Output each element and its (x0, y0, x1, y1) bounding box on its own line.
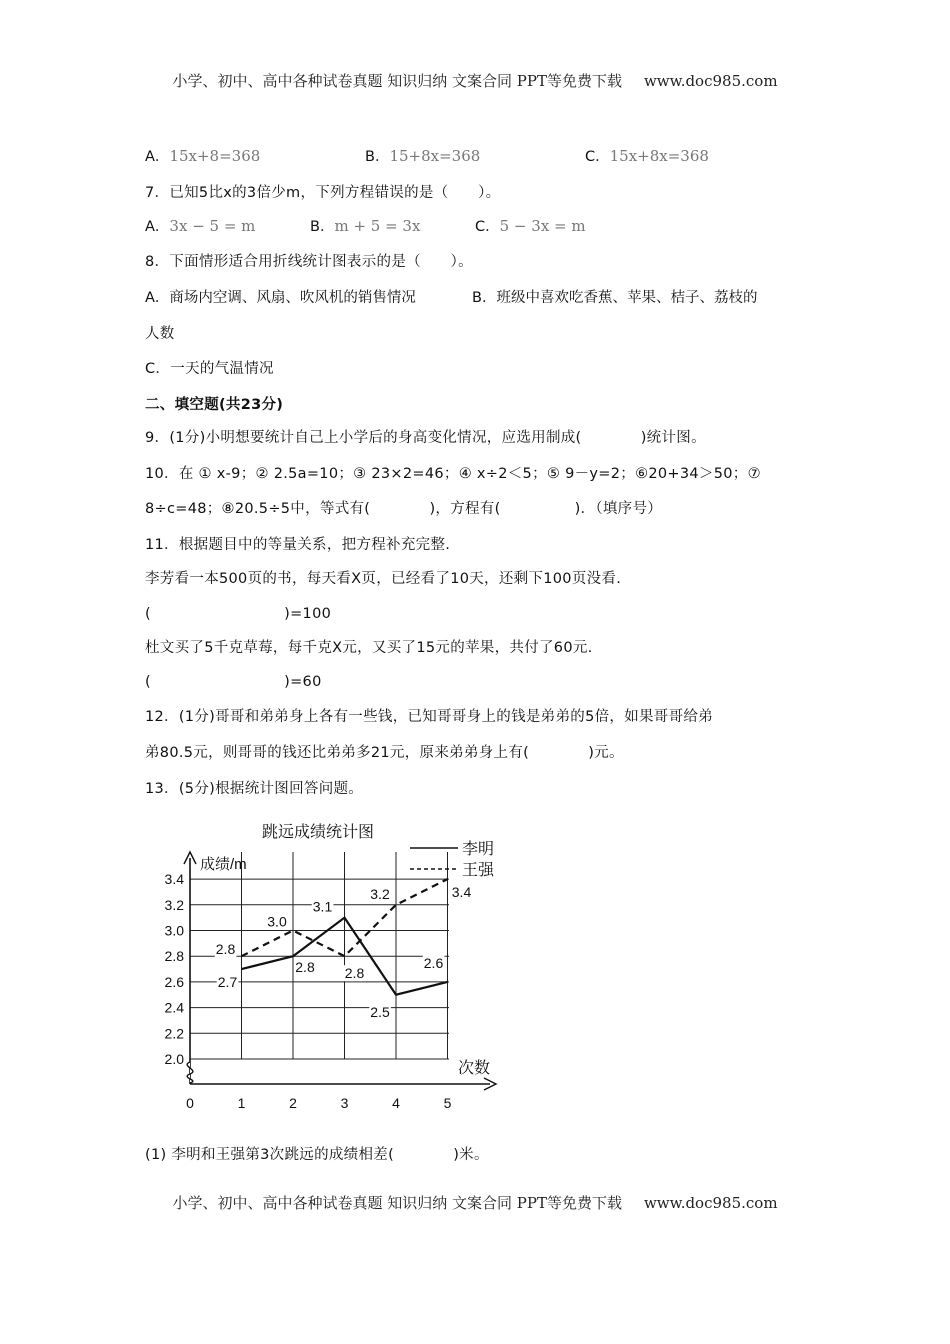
data-label: 2.8 (295, 959, 315, 976)
data-label: 2.8 (215, 941, 236, 958)
option-label: B． (365, 149, 390, 165)
x-axis-label: 次数 (458, 1060, 491, 1077)
y-axis-label: 成绩/m (200, 856, 247, 873)
chart-title: 跳远成绩统计图 (261, 824, 375, 841)
option-expr: m + 5 = 3x (334, 217, 421, 235)
option-label: B． (310, 219, 335, 235)
page-footer (0, 1192, 950, 1213)
x-tick-label: 0 (186, 1095, 194, 1111)
y-tick-label: 2.2 (164, 1025, 184, 1042)
x-tick-label: 3 (340, 1095, 349, 1111)
data-label: 3.2 (370, 885, 390, 902)
y-tick-label: 2.0 (164, 1051, 184, 1067)
y-tick-label: 2.6 (164, 973, 184, 990)
q12-line1: 12．(1分)哥哥和弟弟身上各有一些钱，已知哥哥身上的钱是弟弟的5倍，如果哥哥给弟 (145, 709, 714, 725)
option-expr: 15x+8=368 (169, 147, 261, 165)
q11-stem: 11．根据题目中的等量关系，把方程补充完整. (145, 537, 451, 553)
y-tick-label: 2.8 (164, 948, 184, 965)
x-tick-label: 2 (289, 1095, 297, 1111)
header-site: www.doc985.com (643, 72, 778, 90)
legend-label: 王强 (462, 862, 495, 879)
option-expr: 5 − 3x = m (499, 217, 586, 235)
footer-site: www.doc985.com (643, 1194, 778, 1212)
q11-equation1: ( )=100 (145, 606, 332, 622)
x-tick-label: 1 (237, 1095, 246, 1111)
q9: 9．(1分)小明想要统计自己上小学后的身高变化情况，应选用制成( )统计图。 (145, 430, 706, 446)
q11-problem2: 杜文买了5千克草莓，每千克X元，又买了15元的苹果，共付了60元. (145, 640, 593, 656)
q11-problem1: 李芳看一本500页的书，每天看X页，已经看了10天，还剩下100页没看. (145, 571, 622, 587)
q8-option-b: B．班级中喜欢吃香蕉、苹果、桔子、荔枝的 (472, 290, 758, 306)
q8-option-b-cont: 人数 (145, 326, 175, 342)
q8-stem: 8．下面情形适合用折线统计图表示的是（ ）。 (145, 254, 473, 270)
data-label: 2.8 (344, 965, 365, 982)
q13-subquestion-1: (1) 李明和王强第3次跳远的成绩相差( )米。 (145, 1147, 489, 1163)
y-tick-label: 3.2 (164, 896, 184, 913)
q8-option-c: C．一天的气温情况 (145, 361, 274, 377)
q7-stem: 7．已知5比x的3倍少m，下列方程错误的是（ ）。 (145, 185, 501, 201)
q13-stem: 13．(5分)根据统计图回答问题。 (145, 781, 364, 797)
data-label: 2.5 (370, 1003, 390, 1020)
data-label: 2.6 (423, 954, 444, 971)
option-label: C． (475, 219, 500, 235)
section-title: 二、填空题(共23分) (145, 397, 284, 413)
x-tick-label: 5 (443, 1095, 452, 1111)
option-label: A． (145, 149, 170, 165)
data-label: 3.4 (451, 884, 472, 901)
y-tick-label: 2.4 (164, 999, 184, 1016)
option-label: C． (585, 149, 610, 165)
q10-line1: 10．在 ① x-9；② 2.5a=10；③ 23×2=46；④ x÷2＜5；⑤ 9－y=2；⑥20+34＞50；⑦ (145, 466, 761, 482)
header-text: 小学、初中、高中各种试卷真题 知识归纳 文案合同 PPT等免费下载 (172, 72, 622, 90)
data-label: 3.0 (267, 913, 287, 930)
option-expr: 15+8x=368 (389, 147, 481, 165)
option-expr: 3x − 5 = m (169, 217, 256, 235)
q10-line2: 8÷c=48；⑧20.5÷5中，等式有( )，方程有( )．（填序号） (145, 501, 663, 517)
option-expr: 15x+8x=368 (609, 147, 709, 165)
q11-equation2: ( )=60 (145, 674, 322, 690)
axis-break-icon (187, 1062, 193, 1083)
y-tick-label: 3.4 (164, 871, 184, 888)
q8-option-a: A．商场内空调、风扇、吹风机的销售情况 (145, 290, 416, 306)
q12-line2: 弟80.5元，则哥哥的钱还比弟弟多21元，原来弟弟身上有( )元。 (145, 745, 624, 761)
footer-text: 小学、初中、高中各种试卷真题 知识归纳 文案合同 PPT等免费下载 (172, 1194, 622, 1212)
x-tick-label: 4 (392, 1095, 400, 1111)
data-label: 3.1 (312, 898, 333, 915)
data-label: 2.7 (217, 974, 238, 991)
y-tick-label: 3.0 (164, 922, 184, 939)
option-label: A． (145, 219, 170, 235)
legend-label: 李明 (462, 841, 495, 858)
